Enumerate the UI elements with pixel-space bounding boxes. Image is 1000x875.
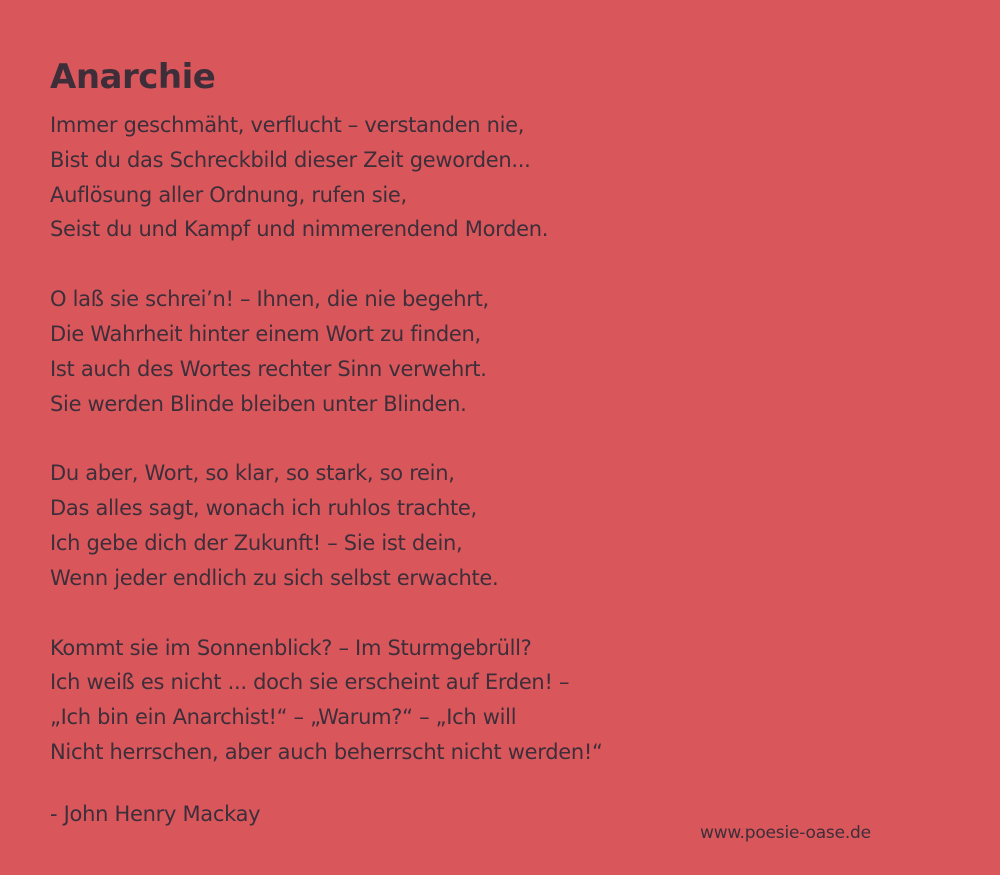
poem-line-3-2: Das alles sagt, wonach ich ruhlos trachte, (50, 496, 477, 521)
stanza-2 (50, 282, 950, 421)
poem-card (50, 56, 950, 831)
stanza-1 (50, 108, 950, 247)
poem-line-3-4: Wenn jeder endlich zu sich selbst erwachte. (50, 565, 499, 590)
poem-line-1-2: Bist du das Schreckbild dieser Zeit geworden... (50, 147, 531, 172)
website-url: www.poesie-oase.de (700, 823, 871, 843)
poem-line-4-1: Kommt sie im Sonnenblick? – Im Sturmgebrüll? (50, 635, 532, 660)
poem-line-2-2: Die Wahrheit hinter einem Wort zu finden, (50, 321, 481, 346)
poem-line-3-3: Ich gebe dich der Zukunft! – Sie ist dein, (50, 530, 463, 555)
stanza-4 (50, 631, 950, 770)
poem-line-3-1: Du aber, Wort, so klar, so stark, so rein, (50, 461, 455, 486)
poem-author: - John Henry Mackay (50, 801, 261, 826)
poem-line-1-4: Seist du und Kampf und nimmerendend Morden. (50, 217, 549, 242)
poem-title: Anarchie (50, 57, 216, 97)
poem-line-1-1: Immer geschmäht, verflucht – verstanden nie, (50, 113, 525, 137)
poem-line-4-3: „Ich bin ein Anarchist!“ – „Warum?“ – „Ich will (50, 705, 517, 730)
poem-line-4-2: Ich weiß es nicht ... doch sie erscheint auf Erden! – (50, 670, 570, 695)
poem-line-4-4: Nicht herrschen, aber auch beherrscht nicht werden!“ (50, 739, 603, 764)
poem-stanzas (50, 108, 950, 770)
poem-line-2-4: Sie werden Blinde bleiben unter Blinden. (50, 391, 467, 416)
poem-line-2-3: Ist auch des Wortes rechter Sinn verwehrt. (50, 356, 487, 381)
poem-line-2-1: O laß sie schrei’n! – Ihnen, die nie begehrt, (50, 287, 489, 312)
poem-line-1-3: Auflösung aller Ordnung, rufen sie, (50, 182, 407, 207)
stanza-3 (50, 456, 950, 595)
